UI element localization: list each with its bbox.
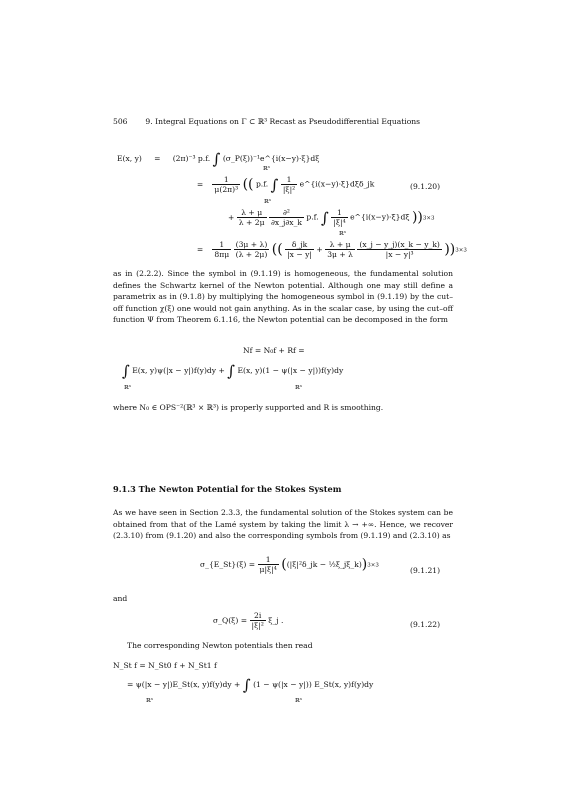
integral-domain: ℝ³ (295, 385, 302, 391)
page-number: 506 (113, 117, 128, 126)
fraction: $\frac{\text{∂²}}{\partial x\_j\partial x\_k}$ (271, 208, 302, 227)
fraction: $\frac{\delta\_jk}{|x - y|}$ (287, 240, 312, 259)
eq-term: p.f. (306, 212, 319, 222)
newton-potential-line2: ∫ E(x, y)ψ(|x − y|)f(y)dy + ∫ E(x, y)(1 − ψ(|x − y|))f(y)dy (122, 362, 344, 380)
eq-integrand: e^{i(x−y)·ξ}dξ (350, 212, 410, 222)
connector-text: and (113, 594, 128, 603)
fraction: $\frac{(x\_j - y\_j)(x\_k - y\_k)}{\text{|x − y|³}}$ (359, 240, 440, 259)
integral-domain: ℝ³ (263, 166, 270, 172)
running-header (113, 117, 420, 126)
equation-label: (9.1.20) (410, 182, 441, 191)
integral-domain: ℝ³ (124, 385, 131, 391)
equation-label: (9.1.22) (410, 620, 441, 629)
equation-label: (9.1.21) (410, 566, 441, 575)
paragraph: where N₀ ∈ OPS⁻²(ℝ³ × ℝ³) is properly supported and R is smoothing. (113, 403, 384, 412)
eq-9-1-20-line4: = $\frac{1}{8\pi\mu}$ $\frac{(3\mu + \lambda)}{(\lambda + 2\mu)}$ (( $\frac{\delta\_jk}{|x - y|}$ + $\frac{\lambda + \mu}{3\mu + \lambda}$ $\frac{(x\_j - y\_j)(x\_k - y\_k)}{\text{|x − y|³}}$ ))3×3 (196, 240, 467, 259)
eq-9-1-20-line2: = $\frac{1}{\text{μ(2π)³}}$ (( p.f. ∫ $\frac{1}{\text{|ξ|²}}$ e^{i(x−y)·ξ}dξδ_jk (196, 175, 375, 194)
integral-sign: ∫ (212, 150, 221, 168)
integral-domain: ℝ³ (295, 698, 302, 704)
integral-sign: ∫ (122, 362, 130, 380)
eq-integrand: (σ_P(ξ))⁻¹e^{i(x−y)·ξ}dξ (222, 154, 320, 163)
integral-sign: ∫ (321, 208, 329, 227)
eq-term: (2π)⁻³ p.f. (172, 154, 211, 163)
eq-9-1-20-line3: + $\frac{\lambda + \mu}{\lambda + 2\mu}$ $\frac{\text{∂²}}{\partial x\_j\partial x\_k}$ p.f. ∫ $\frac{1}{\text{|ξ|⁴}}$ e^{i(x−y)·ξ}dξ ))3×3 (228, 208, 435, 227)
integral-sign: ∫ (270, 175, 279, 194)
fraction: $\frac{2i}{\text{|ξ|²}}$ (251, 611, 264, 630)
eq-9-1-21: σ_{E_St}(ξ) = $\frac{1}{\text{μ|ξ|⁴}}$ ((|ξ|²δ_jk − ½ξ_jξ_k))3×3 (200, 555, 379, 574)
fraction: $\frac{(3\mu + \lambda)}{(\lambda + 2\mu)}$ (235, 240, 268, 259)
eq-9-1-20-line1: E(x, y) = (2π)⁻³ p.f. ∫ (σ_P(ξ))⁻¹e^{i(x−y)·ξ}dξ (117, 150, 320, 168)
stokes-potential-line2: = ψ(|x − y|)E_St(x, y)f(y)dy + ∫ (1 − ψ(|x − y|)) E_St(x, y)f(y)dy (127, 676, 374, 694)
newton-potential-line1: Nf = N₀f + Rf = (243, 346, 305, 355)
integral-sign: ∫ (227, 362, 236, 380)
fraction: $\frac{1}{8\pi\mu}$ (214, 240, 230, 259)
stokes-potential-line1: N_St f = N_St0 f + N_St1 f (113, 661, 217, 670)
eq-term: p.f. (255, 179, 269, 189)
eq-lhs: E(x, y) (117, 154, 142, 163)
integral-domain: ℝ³ (264, 199, 271, 205)
fraction: $\frac{\lambda + \mu}{\lambda + 2\mu}$ (238, 208, 265, 227)
fraction: $\frac{1}{\text{|ξ|²}}$ (282, 175, 296, 194)
paragraph: As we have seen in Section 2.3.3, the fundamental solution of the Stokes system can be obtained from that of the Lamé system by taking the limit λ → +∞. Hence, we recover (2.3.10) from (9.1.20) and also the corresponding symbols from (9.1.19) and (2.3.10) as (113, 508, 453, 541)
integral-sign: ∫ (242, 676, 251, 694)
running-title: 9. Integral Equations on Γ ⊂ ℝ³ Recast as Pseudodifferential Equations (145, 117, 421, 126)
eq-9-1-22: σ_Q(ξ) = $\frac{2i}{\text{|ξ|²}}$ ξ_j . (213, 611, 284, 630)
paragraph: as in (2.2.2). Since the symbol in (9.1.19) is homogeneous, the fundamental solution defines the Schwartz kernel of the Newton potential. Although one may still define a parametrix as in (9.1.8) by multiplying the homogeneous symbol in (9.1.19) by the cut–off function χ(ξ) one would not gain anything. As in the scalar case, by using the cut–off function Ψ from Theorem 6.1.16, the Newton potential can be decomposed in the form (113, 269, 453, 325)
paragraph: The corresponding Newton potentials then read (127, 641, 313, 650)
fraction: $\frac{1}{\text{μ(2π)³}}$ (214, 175, 239, 194)
integral-domain: ℝ³ (146, 698, 153, 704)
fraction: $\frac{1}{\text{μ|ξ|⁴}}$ (259, 555, 277, 574)
fraction: $\frac{1}{\text{|ξ|⁴}}$ (333, 208, 346, 227)
fraction: $\frac{\lambda + \mu}{3\mu + \lambda}$ (327, 240, 353, 259)
section-title: 9.1.3 The Newton Potential for the Stokes System (113, 484, 342, 494)
integral-domain: ℝ³ (339, 231, 346, 237)
eq-integrand: e^{i(x−y)·ξ}dξδ_jk (299, 179, 375, 189)
